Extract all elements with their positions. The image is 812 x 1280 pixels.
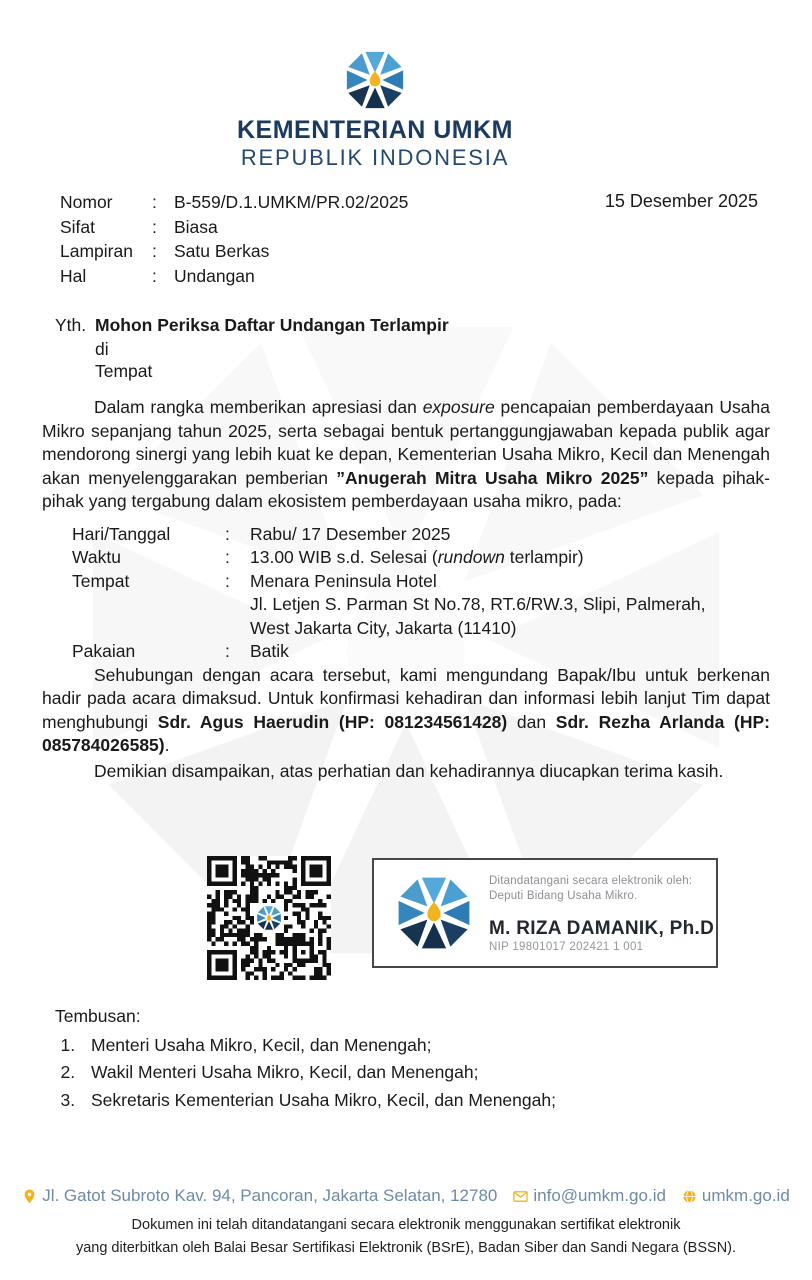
ministry-name: KEMENTERIAN UMKM	[236, 116, 514, 144]
p1-text: Dalam rangka memberikan apresiasi dan	[94, 397, 423, 417]
p1-text: pencapaian pemberdayaan Usaha Mikro sepanjang tahun 2025, serta sebagai bentuk pertanggungjawaban kepada publik agar mendorong sinergi yang lebih kuat ke depan, Kementerian Usaha Mikro, Kecil dan Menengah akan menyelenggarakan pemberian	[42, 397, 771, 488]
disclaimer-line-1: Dokumen ini telah ditandatangani secara elektronik menggunakan sertifikat elektronik	[131, 1217, 681, 1233]
event-time	[250, 546, 584, 570]
detail-row-hari	[42, 523, 770, 547]
republic-name: REPUBLIK INDONESIA	[240, 145, 510, 170]
meta-separator: :	[152, 241, 157, 262]
tembusan-item: 2. Wakil Menteri Usaha Mikro, Kecil, dan Menengah;	[80, 1059, 556, 1086]
meta-row-sifat	[60, 215, 408, 240]
detail-separator: :	[225, 523, 230, 544]
signatory-nip: NIP 19801017 202421 1 001	[489, 940, 644, 953]
paragraph-closing: Demikian disampaikan, atas perhatian dan kehadirannya diucapkan terima kasih.	[94, 760, 724, 781]
qr-code	[207, 856, 331, 980]
contact-2-bold: Sdr. Rezha Arlanda (HP: 085784026585)	[42, 711, 770, 755]
event-venue	[250, 570, 706, 641]
footer	[0, 1186, 812, 1259]
footer-address-group	[22, 1186, 497, 1206]
contact-1-bold: Sdr. Agus Haerudin (HP: 081234561428)	[157, 711, 508, 732]
tembusan-title: Tembusan:	[55, 1006, 141, 1026]
venue-address-1: Jl. Letjen S. Parman St No.78, RT.6/RW.3, Slipi, Palmerah,	[250, 594, 706, 614]
exposure-italic: exposure	[422, 397, 495, 417]
p2-text: .	[164, 735, 170, 755]
detail-label: Hari/Tanggal	[72, 523, 171, 544]
dress-code: Batik	[250, 641, 289, 661]
meta-row-nomor	[60, 190, 408, 215]
meta-separator: :	[152, 192, 157, 212]
tembusan-item: 1. Menteri Usaha Mikro, Kecil, dan Menengah;	[80, 1032, 556, 1059]
letter-attachment: Satu Berkas	[174, 241, 270, 262]
paragraph-invitation	[42, 664, 770, 758]
detail-row-pakaian	[42, 640, 770, 664]
detail-row-tempat	[42, 570, 770, 641]
paragraph-opening	[42, 396, 770, 514]
signature-logo-icon	[395, 874, 473, 952]
disclaimer-line-2: yang diterbitkan oleh Balai Besar Sertifikasi Elektronik (BSrE), Badan Siber dan Sandi Negara (BSSN).	[75, 1239, 737, 1256]
signature-box	[372, 858, 718, 968]
recipient-block	[55, 314, 449, 383]
event-details	[42, 523, 770, 664]
recipient-name: Mohon Periksa Daftar Undangan Terlampir	[95, 315, 449, 335]
letter-nature: Biasa	[174, 216, 218, 237]
tembusan-list	[55, 1032, 556, 1114]
meta-label: Hal	[60, 266, 87, 287]
meta-separator: :	[152, 216, 157, 237]
tembusan-item: 3. Sekretaris Kementerian Usaha Mikro, Kecil, dan Menengah;	[80, 1087, 556, 1114]
footer-address: Jl. Gatot Subroto Kav. 94, Pancoran, Jakarta Selatan, 12780	[42, 1186, 498, 1205]
footer-website-group	[682, 1186, 790, 1206]
footer-website: umkm.go.id	[701, 1186, 790, 1205]
envelope-icon	[513, 1189, 528, 1204]
meta-row-hal	[60, 264, 408, 289]
footer-email-group	[513, 1186, 666, 1206]
detail-label: Pakaian	[72, 641, 136, 661]
p2-text: Sehubungan dengan acara tersebut, kami mengundang Bapak/Ibu untuk berkenan hadir pada acara dimaksud. Untuk konfirmasi kehadiran dan informasi lebih lanjut Tim dapat menghubungi	[42, 664, 770, 732]
letter-date: 15 Desember 2025	[604, 191, 758, 211]
globe-icon	[682, 1189, 697, 1204]
recipient-row	[55, 314, 449, 338]
venue-address-2: West Jakarta City, Jakarta (11410)	[250, 617, 517, 638]
esign-line-2: Deputi Bidang Usaha Mikro.	[489, 890, 638, 902]
recipient-tempat: Tempat	[95, 361, 153, 381]
letter-number: B-559/D.1.UMKM/PR.02/2025	[174, 192, 409, 212]
letter-body	[42, 396, 770, 783]
meta-row-lampiran	[60, 239, 408, 264]
detail-separator: :	[225, 570, 230, 591]
p2-text: dan	[507, 711, 556, 732]
meta-block	[60, 190, 408, 289]
map-pin-icon	[22, 1189, 37, 1204]
detail-label: Tempat	[72, 570, 130, 591]
meta-label: Sifat	[60, 216, 96, 237]
detail-row-waktu	[42, 546, 770, 570]
p1-text: kepada pihak-pihak yang tergabung dalam ekosistem pemberdayaan usaha mikro, pada:	[42, 467, 770, 511]
letterhead	[0, 48, 750, 170]
letter-subject: Undangan	[174, 266, 255, 287]
time-text: 13.00 WIB s.d. Selesai (	[250, 547, 438, 567]
meta-label: Lampiran	[60, 241, 133, 262]
detail-separator: :	[225, 547, 230, 567]
qr-center-logo-icon	[254, 903, 284, 933]
signatory-name: M. RIZA DAMANIK, Ph.D	[489, 917, 715, 939]
footer-email: info@umkm.go.id	[533, 1186, 666, 1205]
tembusan-block	[55, 1003, 556, 1113]
footer-contact-line	[0, 1186, 812, 1206]
signature-text	[489, 874, 714, 953]
salutation: Yth.	[55, 315, 87, 335]
time-text: terlampir)	[504, 547, 584, 567]
recipient-di: di	[95, 338, 109, 359]
event-date: Rabu/ 17 Desember 2025	[250, 523, 451, 544]
meta-label: Nomor	[60, 192, 113, 212]
detail-label: Waktu	[72, 547, 121, 567]
award-name-bold: ”Anugerah Mitra Usaha Mikro 2025”	[336, 467, 649, 488]
venue-name: Menara Peninsula Hotel	[250, 570, 437, 591]
esign-line-1: Ditandatangani secara elektronik oleh:	[489, 874, 693, 887]
meta-separator: :	[152, 266, 157, 287]
detail-separator: :	[225, 641, 230, 661]
rundown-italic: rundown	[437, 547, 505, 567]
ministry-logo-icon	[344, 48, 406, 112]
